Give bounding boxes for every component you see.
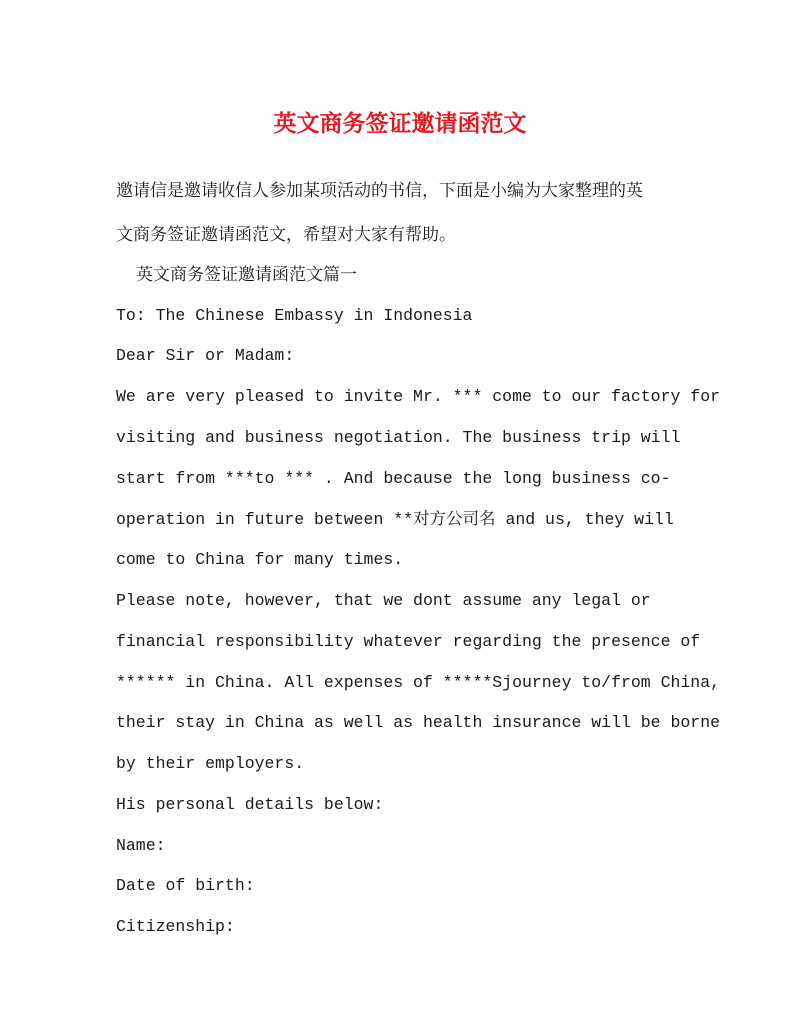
details-heading-line: His personal details below: — [116, 795, 384, 814]
name-field-label: Name: — [116, 836, 166, 855]
body-line: their stay in China as well as health insurance will be borne — [116, 713, 720, 732]
salutation-line: Dear Sir or Madam: — [116, 346, 295, 365]
intro-line-2: 文商务签证邀请函范文，希望对大家有帮助。 — [116, 225, 456, 245]
recipient-line: To: The Chinese Embassy in Indonesia — [116, 306, 473, 325]
body-line: visiting and business negotiation. The business trip will — [116, 428, 681, 447]
body-line: financial responsibility whatever regarding the presence of — [116, 632, 701, 651]
body-line: start from ***to *** . And because the long business co- — [116, 469, 671, 488]
section-heading: 英文商务签证邀请函范文篇一 — [136, 265, 357, 285]
citizenship-field-label: Citizenship: — [116, 917, 235, 936]
body-line: We are very pleased to invite Mr. *** come to our factory for — [116, 387, 720, 406]
body-line: come to China for many times. — [116, 550, 404, 569]
body-line: operation in future between **对方公司名 and us, they will — [116, 510, 674, 529]
date-of-birth-field-label: Date of birth: — [116, 876, 255, 895]
body-line: Please note, however, that we dont assume any legal or — [116, 591, 651, 610]
document-title: 英文商务签证邀请函范文 — [273, 110, 527, 137]
body-line: by their employers. — [116, 754, 305, 773]
body-line: ****** in China. All expenses of *****Sjourney to/from China, — [116, 673, 720, 692]
intro-line-1: 邀请信是邀请收信人参加某项活动的书信，下面是小编为大家整理的英 — [116, 181, 643, 201]
